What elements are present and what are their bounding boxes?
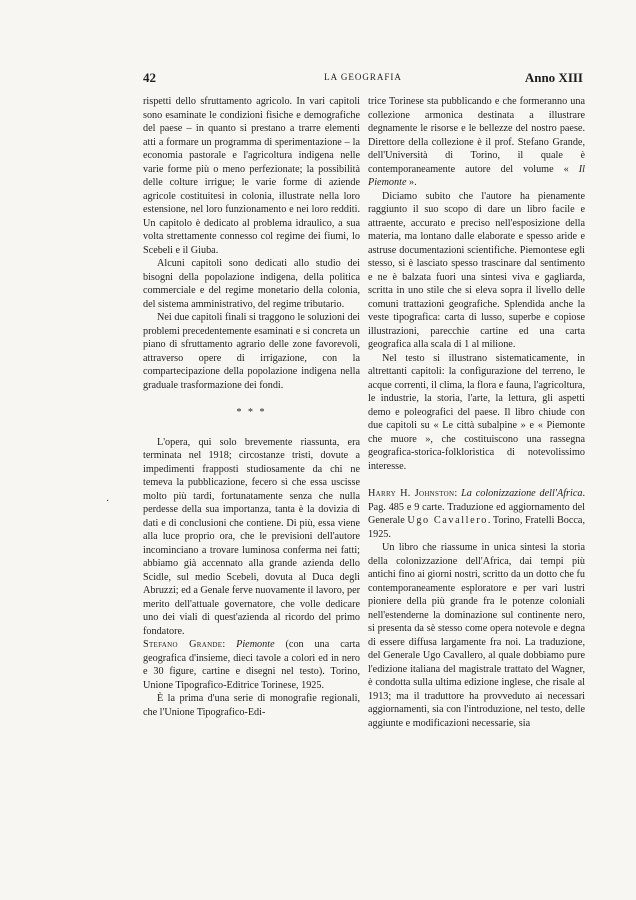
reference-separator: :: [454, 488, 462, 499]
running-head: LA GEOGRAFIA: [324, 72, 402, 82]
reference-details: . Pag. 485 e 9 carte. Traduzione ed aggiornamento del Generale: [368, 488, 585, 526]
section-ornament: * * *: [236, 407, 267, 418]
right-paragraph-1: [368, 95, 585, 190]
reference-title: La colonizzazione dell'Africa: [461, 488, 583, 499]
right-column: [368, 95, 585, 730]
reference-author: Harry H. Johnston: [368, 488, 455, 499]
right-paragraph-1-end: ».: [406, 177, 417, 188]
page-header: [143, 70, 583, 88]
reference-details: (con una carta geografica d'insieme, dieci tavole a colori ed in nero e 30 figure, cartine e disegni nel testo). Torino, Unione Tipografico-Editrice Torinese, 1925.: [143, 639, 360, 691]
right-paragraph-1-text: trice Torinese sta pubblicando e che formeranno una collezione armonica destinata a illustrare degnamente le risorse e le bellezze del nostro paese. Direttore della collezione è il prof. Stefano Grande, dell'Università di Torino, il quale è contemporaneamente autore del volume «: [368, 96, 585, 175]
left-paragraph-4: L'opera, qui solo brevemente riassunta, era terminata nel 1918; circostanze tristi, dovute a impedimenti frapposti studiosamente da chi ne temeva la pubblicazione, fecero sì che essa uscisse molto più tardi, fortunatamente senza che nulla perdesse della sua importanza, tanta è la dovizia di dati e di conclusioni che contiene. Di più, essa viene alla luce proprio ora, che le previsioni dell'autore incominciano a trovare luminosa conferma nei fatti; abbiamo già accennato alla grande azienda dello Scidle, sul medio Scebeli, dovuta al Duca degli Abruzzi; ed a Genale ferve nuovamente il lavoro, per merito dell'attuale governatore, che volle dedicare uno dei viali di quest'azienda al ricordo del primo fondatore.: [143, 436, 360, 637]
reference-translator: Ugo Cavallero: [407, 515, 488, 526]
right-paragraph-2: Diciamo subito che l'autore ha pienamente raggiunto il suo scopo di dare un libro facile e attraente, accurato e preciso nell'esposizione della materia, ma lontano dalle elaborate e spesso aride e astruse documentazioni scientifiche. Piemontese egli stesso, si è lasciato spesso trascinare dal sentimento e ne è balzata fuori una sintesi viva e gagliarda, scritta in uno stile che si eleva sopra il livello delle comuni trattazioni geografiche. Splendida anche la veste tipografica: carta di lusso, superbe e copiose illustrazioni, parecchie cartine ed una carta geografica alla scala di 1 al milione.: [368, 190, 585, 350]
margin-mark: ·: [106, 496, 110, 507]
left-paragraph-5: È la prima d'una serie di monografie regionali, che l'Unione Tipografico-Edi-: [143, 693, 360, 718]
right-paragraph-1-title: Il Piemonte: [368, 163, 585, 188]
right-paragraph-3: Nel testo si illustrano sistematicamente, in altrettanti capitoli: la configurazione del terreno, le acque correnti, il clima, la flora e fauna, l'agricoltura, le industrie, la storia, l'arte, la lettura, gli aspetti demo e poleografici del paese. Il libro chiude con due capitoli su « Le città subalpine » e « Piemonte che muore », che costituiscono una rassegna geografica-storica-folkloristica di notevolissimo interesse.: [368, 352, 585, 472]
reference-title: Piemonte: [236, 639, 275, 650]
reference-separator: :: [222, 639, 237, 650]
volume-label: Anno XIII: [524, 70, 583, 85]
section-gap: [368, 473, 585, 487]
reference-publisher: . Torino, Fratelli Bocca, 1925.: [368, 515, 585, 540]
left-paragraph-3: Nei due capitoli finali si traggono le soluzioni dei problemi precedentemente esaminati e si concreta un piano di sfruttamento agrario delle zone favorevoli, attraverso opere di irrigazione, con la compartecipazione della popolazione indigena nella graduale trasformazione dei fondi.: [143, 312, 360, 391]
book-reference-piemonte: [143, 638, 360, 692]
left-column: [143, 95, 360, 719]
left-paragraph-2: Alcuni capitoli sono dedicati allo studio dei bisogni della popolazione indigena, della politica commerciale e del regime monetario della colonia, del sistema amministrativo, del regime tributario.: [143, 258, 360, 310]
right-paragraph-4: Un libro che riassume in unica sintesi la storia della colonizzazione dell'Africa, dai tempi più antichi fino ai giorni nostri, scritto da un dotto che fu contemporaneamente esploratore e per vari lustri pioniere della più grande fra le potenze coloniali nell'estenderne la dominazione sul continente nero, si presenta da sè stesso come opera notevole e degna di essere diffusa largamente fra noi. La traduzione, del Generale Ugo Cavallero, al quale dobbiamo pure l'edizione italiana del magistrale trattato del Wagner, è condotta sulla ultima edizione inglese, che risale al 1913; ma il traduttore ha provveduto ai necessari aggiornamenti, sia con l'introduzione, nel testo, delle aggiunte e modificazioni necessarie, sia: [368, 542, 585, 729]
book-reference-africa: [368, 487, 585, 541]
page-number: 42: [143, 70, 156, 85]
reference-author: Stefano Grande: [143, 639, 223, 650]
left-paragraph-1: rispetti dello sfruttamento agricolo. In vari capitoli sono esaminate le condizioni fisiche e demografiche del paese – in quanto si prestano a trarre elementi atti a formare un programma di sperimentazione – la economia pastorale e l'agricoltura indigena nelle varie forme più o meno perfezionate; la possibilità delle colture irrigue; le varie forme di aziende agricole costituitesi in colonia, illustrate nella loro estensione, nel loro funzionamento e nei loro redditi. Un capitolo è dedicato al problema idraulico, a sua volta strettamente connesso col regime dei fiumi, lo Scebeli e il Giuba.: [143, 96, 360, 256]
